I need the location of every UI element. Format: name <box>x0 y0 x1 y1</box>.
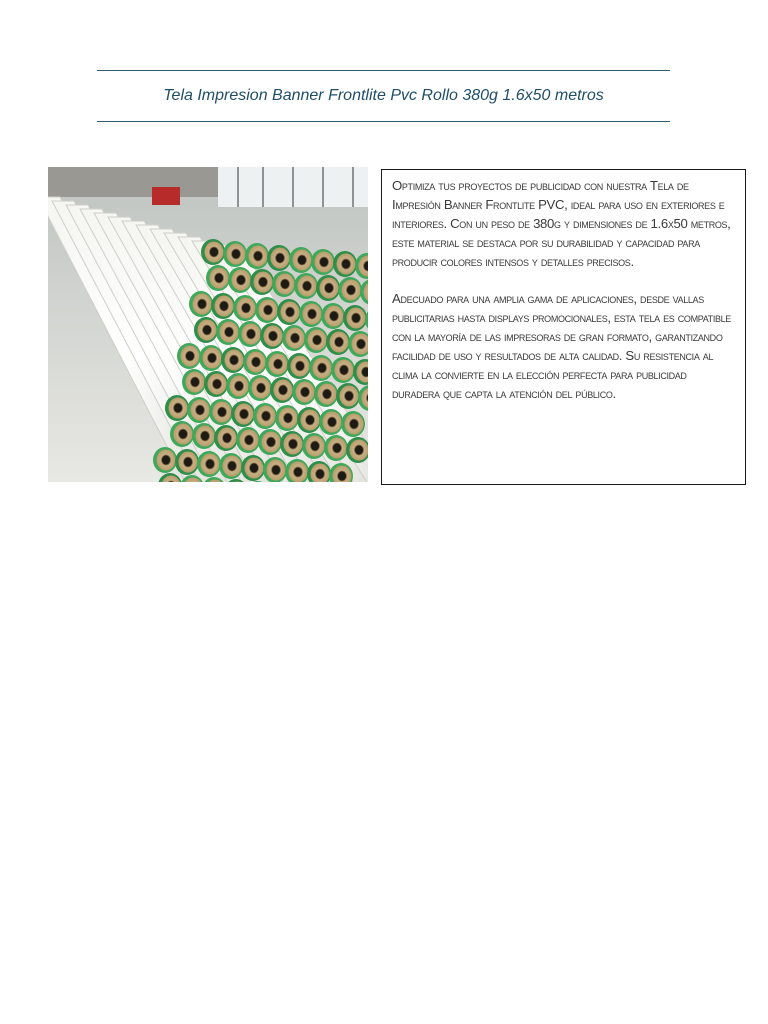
title-block <box>97 70 670 122</box>
description-paragraph-2: Adecuado para una amplia gama de aplicaciones, desde vallas publicitarias hasta displays promocionales, esta tela es compatible con la mayoría de las impresoras de gran formato, garantizando facilidad de uso y resultados de alta calidad. Su resistencia al clima la convierte en la elección perfecta para publicidad duradera que capta la atención del público. <box>392 291 731 401</box>
description-paragraph-1: Optimiza tus proyectos de publicidad con nuestra Tela de Impresión Banner Frontlite PVC, ideal para uso en exteriores e interiores. Con un peso de 380g y dimensiones de 1.6x50 metros, este material se destaca por su durabilidad y capacidad para producir colores intensos y detalles precisos. <box>392 178 731 269</box>
document-title: Tela Impresion Banner Frontlite Pvc Rollo 380g 1.6x50 metros <box>163 87 604 104</box>
description-box <box>381 169 746 485</box>
product-photo <box>48 167 368 482</box>
